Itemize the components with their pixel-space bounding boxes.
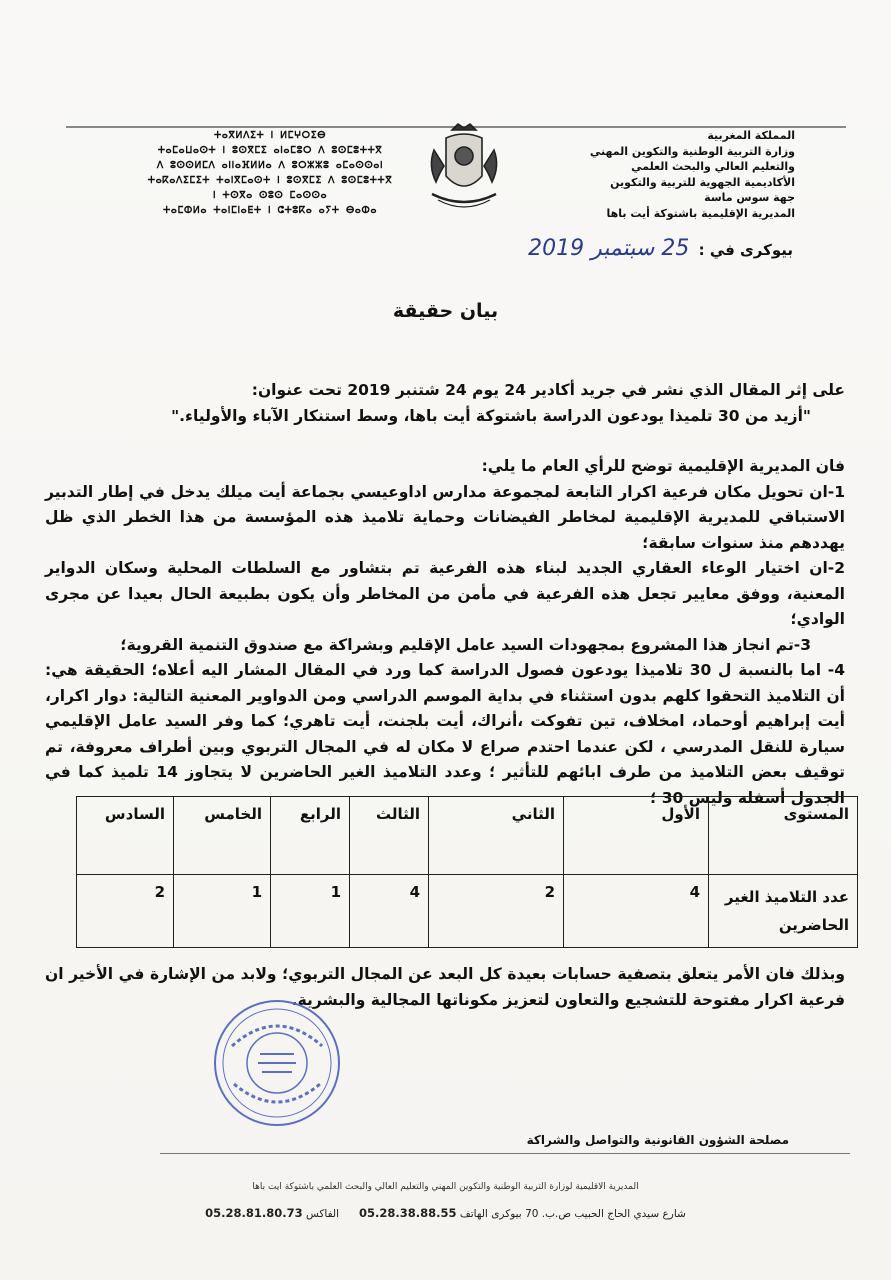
table-cell: 4 (350, 875, 429, 948)
header-tifinagh-line: ⵜⴰⴽⴰⴷⵉⵎⵉⵜ ⵜⴰⵏⴳⵎⴰⵙⵜ ⵏ ⵓⵙⴳⵎⵉ ⴷ ⵓⵙⵎⵓⵜⵜⴳ (147, 175, 393, 186)
table-header-cell: الثاني (429, 797, 564, 875)
point-3: 3-تم انجاز هذا المشروع بمجهودات السيد عامل الإقليم وبشراكة مع صندوق التنمية القروية؛ (120, 635, 811, 654)
point-2: 2-ان اختيار الوعاء العقاري الجديد لبناء هذه الفرعية تم بتشاور مع السلطات المحلية وسكان الدواير المعنية، ووفق معايير تجعل هذه الفرعية في مأمن من المخاطر وأن يكون بطبيعة الحال بعيدا عن مجرى الوادي؛ (45, 559, 845, 628)
table-cell: 4 (564, 875, 709, 948)
footer-fax-label: الفاكس (306, 1208, 340, 1220)
footer-phone: 05.28.38.88.55 (359, 1206, 457, 1220)
point-4: 4- اما بالنسبة ل 30 تلاميذا يودعون فصول الدراسة كما ورد في المقال المشار اليه أعلاه؛ الحقيقة هي: أن التلاميذ التحقوا كلهم بدون استثناء في بداية الموسم الدراسي ومن الدواوير المعنية التالية: دوار اكرار، أيت إبراهيم أوحماد، امخلاف، تين تفوكت ،أنراك، أيت بلجنت، أيت تاهري؛ كما وفر السيد عامل الإقليمي سيارة للنقل المدرسي ، لكن عندما احتدم صراع لا مكان له في المجال التربوي وبين أطراف معروفة، تم توقيف بعض التلاميذ من طرف ابائهم للتأثير ؛ وعدد التلاميذ الغير الحاضرين لا يتجاوز 14 تلميذ كما في الجدول أسفله وليس 30 ؛ (45, 661, 846, 807)
header-arabic-line: المديرية الإقليمية باشتوكة أيت باها (606, 206, 795, 220)
date-line (528, 236, 793, 261)
table-row (77, 797, 858, 875)
document-title: بيان حقيقة (392, 300, 499, 322)
statement-body (45, 454, 845, 811)
coat-of-arms-icon (414, 120, 514, 216)
table-header-cell: المستوى (709, 797, 858, 875)
header-tifinagh-line: ⵏ ⵜⵙⴳⴰ ⵙⵓⵙ ⵎⴰⵙⵙⴰ (212, 190, 328, 201)
header-arabic-line: وزارة التربية الوطنية والتكوين المهني (589, 144, 795, 158)
intro-line: على إثر المقال الذي نشر في جريد أكادير 24 يوم 24 شتنبر 2019 تحت عنوان: (251, 381, 845, 399)
footer-fax: 05.28.81.80.73 (205, 1206, 303, 1220)
footer-address: شارع سيدي الحاج الحبيب ص.ب. 70 بيوكرى (491, 1208, 686, 1220)
conclusion-text: وبذلك فان الأمر يتعلق بتصفية حسابات بعيدة كل البعد عن المجال التربوي؛ ولابد من الإشارة في الأخير ان فرعية اكرار مفتوحة للتشجيع والتعاون لتعزيز مكوناتها المجالية والبشرية. (45, 965, 845, 1009)
header-arabic-line: المملكة المغربية (707, 129, 795, 142)
table-cell: 1 (174, 875, 271, 948)
table-cell: 2 (77, 875, 174, 948)
table-header-cell: السادس (77, 797, 174, 875)
header-tifinagh-line: ⴷ ⵓⵙⵙⵍⵎⴷ ⴰⵏⵏⴰⴼⵍⵍⴰ ⴷ ⵓⵔⵣⵣⵓ ⴰⵎⴰⵙⵙⴰⵏ (156, 160, 384, 171)
header-arabic (535, 128, 795, 221)
header-tifinagh-line: ⵜⴰⴳⵍⴷⵉⵜ ⵏ ⵍⵎⵖⵔⵉⴱ (213, 130, 327, 141)
header-arabic-line: الأكاديمية الجهوية للتربية والتكوين (610, 175, 795, 189)
conclusion-block (45, 962, 845, 1013)
table-row (77, 875, 858, 948)
footer-phone-label: الهاتف (459, 1208, 488, 1220)
service-signature: مصلحة الشؤون القانونية والتواصل والشراكة (526, 1133, 789, 1147)
absent-students-table (76, 796, 858, 948)
date-handwritten: 25 سبتمبر 2019 (528, 236, 690, 261)
table-header-cell: الثالث (350, 797, 429, 875)
header-arabic-line: جهة سوس ماسة (704, 191, 795, 204)
table-header-cell: الرابع (271, 797, 350, 875)
footer-contact (0, 1206, 891, 1220)
lead-line: فان المديرية الإقليمية توضح للرأي العام ما يلي: (481, 457, 845, 475)
intro-block (45, 378, 845, 429)
table-cell: 1 (271, 875, 350, 948)
table-cell: 2 (429, 875, 564, 948)
table-header-cell: الخامس (174, 797, 271, 875)
article-title-quote: "أزيد من 30 تلميذا يودعون الدراسة باشتوكة أيت باها، وسط استنكار الآباء والأولياء." (171, 406, 811, 425)
table-header-cell: الأول (564, 797, 709, 875)
table-cell: عدد التلاميذ الغير الحاضرين (709, 875, 858, 948)
header-tifinagh (120, 128, 420, 218)
date-place: بيوكرى في : (698, 241, 793, 259)
header-arabic-line: والتعليم العالي والبحث العلمي (631, 160, 795, 173)
official-stamp-icon (210, 996, 344, 1130)
footer-directorate: المديرية الاقليمية لوزارة التربية الوطنية والتكوين المهني والتعليم العالي والبحث العلمي باشتوكة ايت باها (252, 1182, 639, 1192)
header-tifinagh-line: ⵜⴰⵎⴰⵡⴰⵙⵜ ⵏ ⵓⵙⴳⵎⵉ ⴰⵏⴰⵎⵓⵔ ⴷ ⵓⵙⵎⵓⵜⵜⴳ (157, 145, 383, 156)
point-1: 1-ان تحويل مكان فرعية اكرار التابعة لمجموعة مدارس اداوعيسي بجماعة أيت ميلك يدخل في إطار التدبير الاستباقي للمديرية الإقليمية لمخاطر الفيضانات وحماية تلاميذ هذه المؤسسة من هذا الخطر الذي ظل يهددهم منذ سنوات سابقة؛ (45, 482, 845, 552)
footer-rule (160, 1153, 850, 1154)
header-tifinagh-line: ⵜⴰⵎⵀⵍⴰ ⵜⴰⵏⵎⵏⴰⴹⵜ ⵏ ⵛⵜⵓⴽⴰ ⴰⵢⵜ ⴱⴰⵀⴰ (163, 205, 377, 216)
